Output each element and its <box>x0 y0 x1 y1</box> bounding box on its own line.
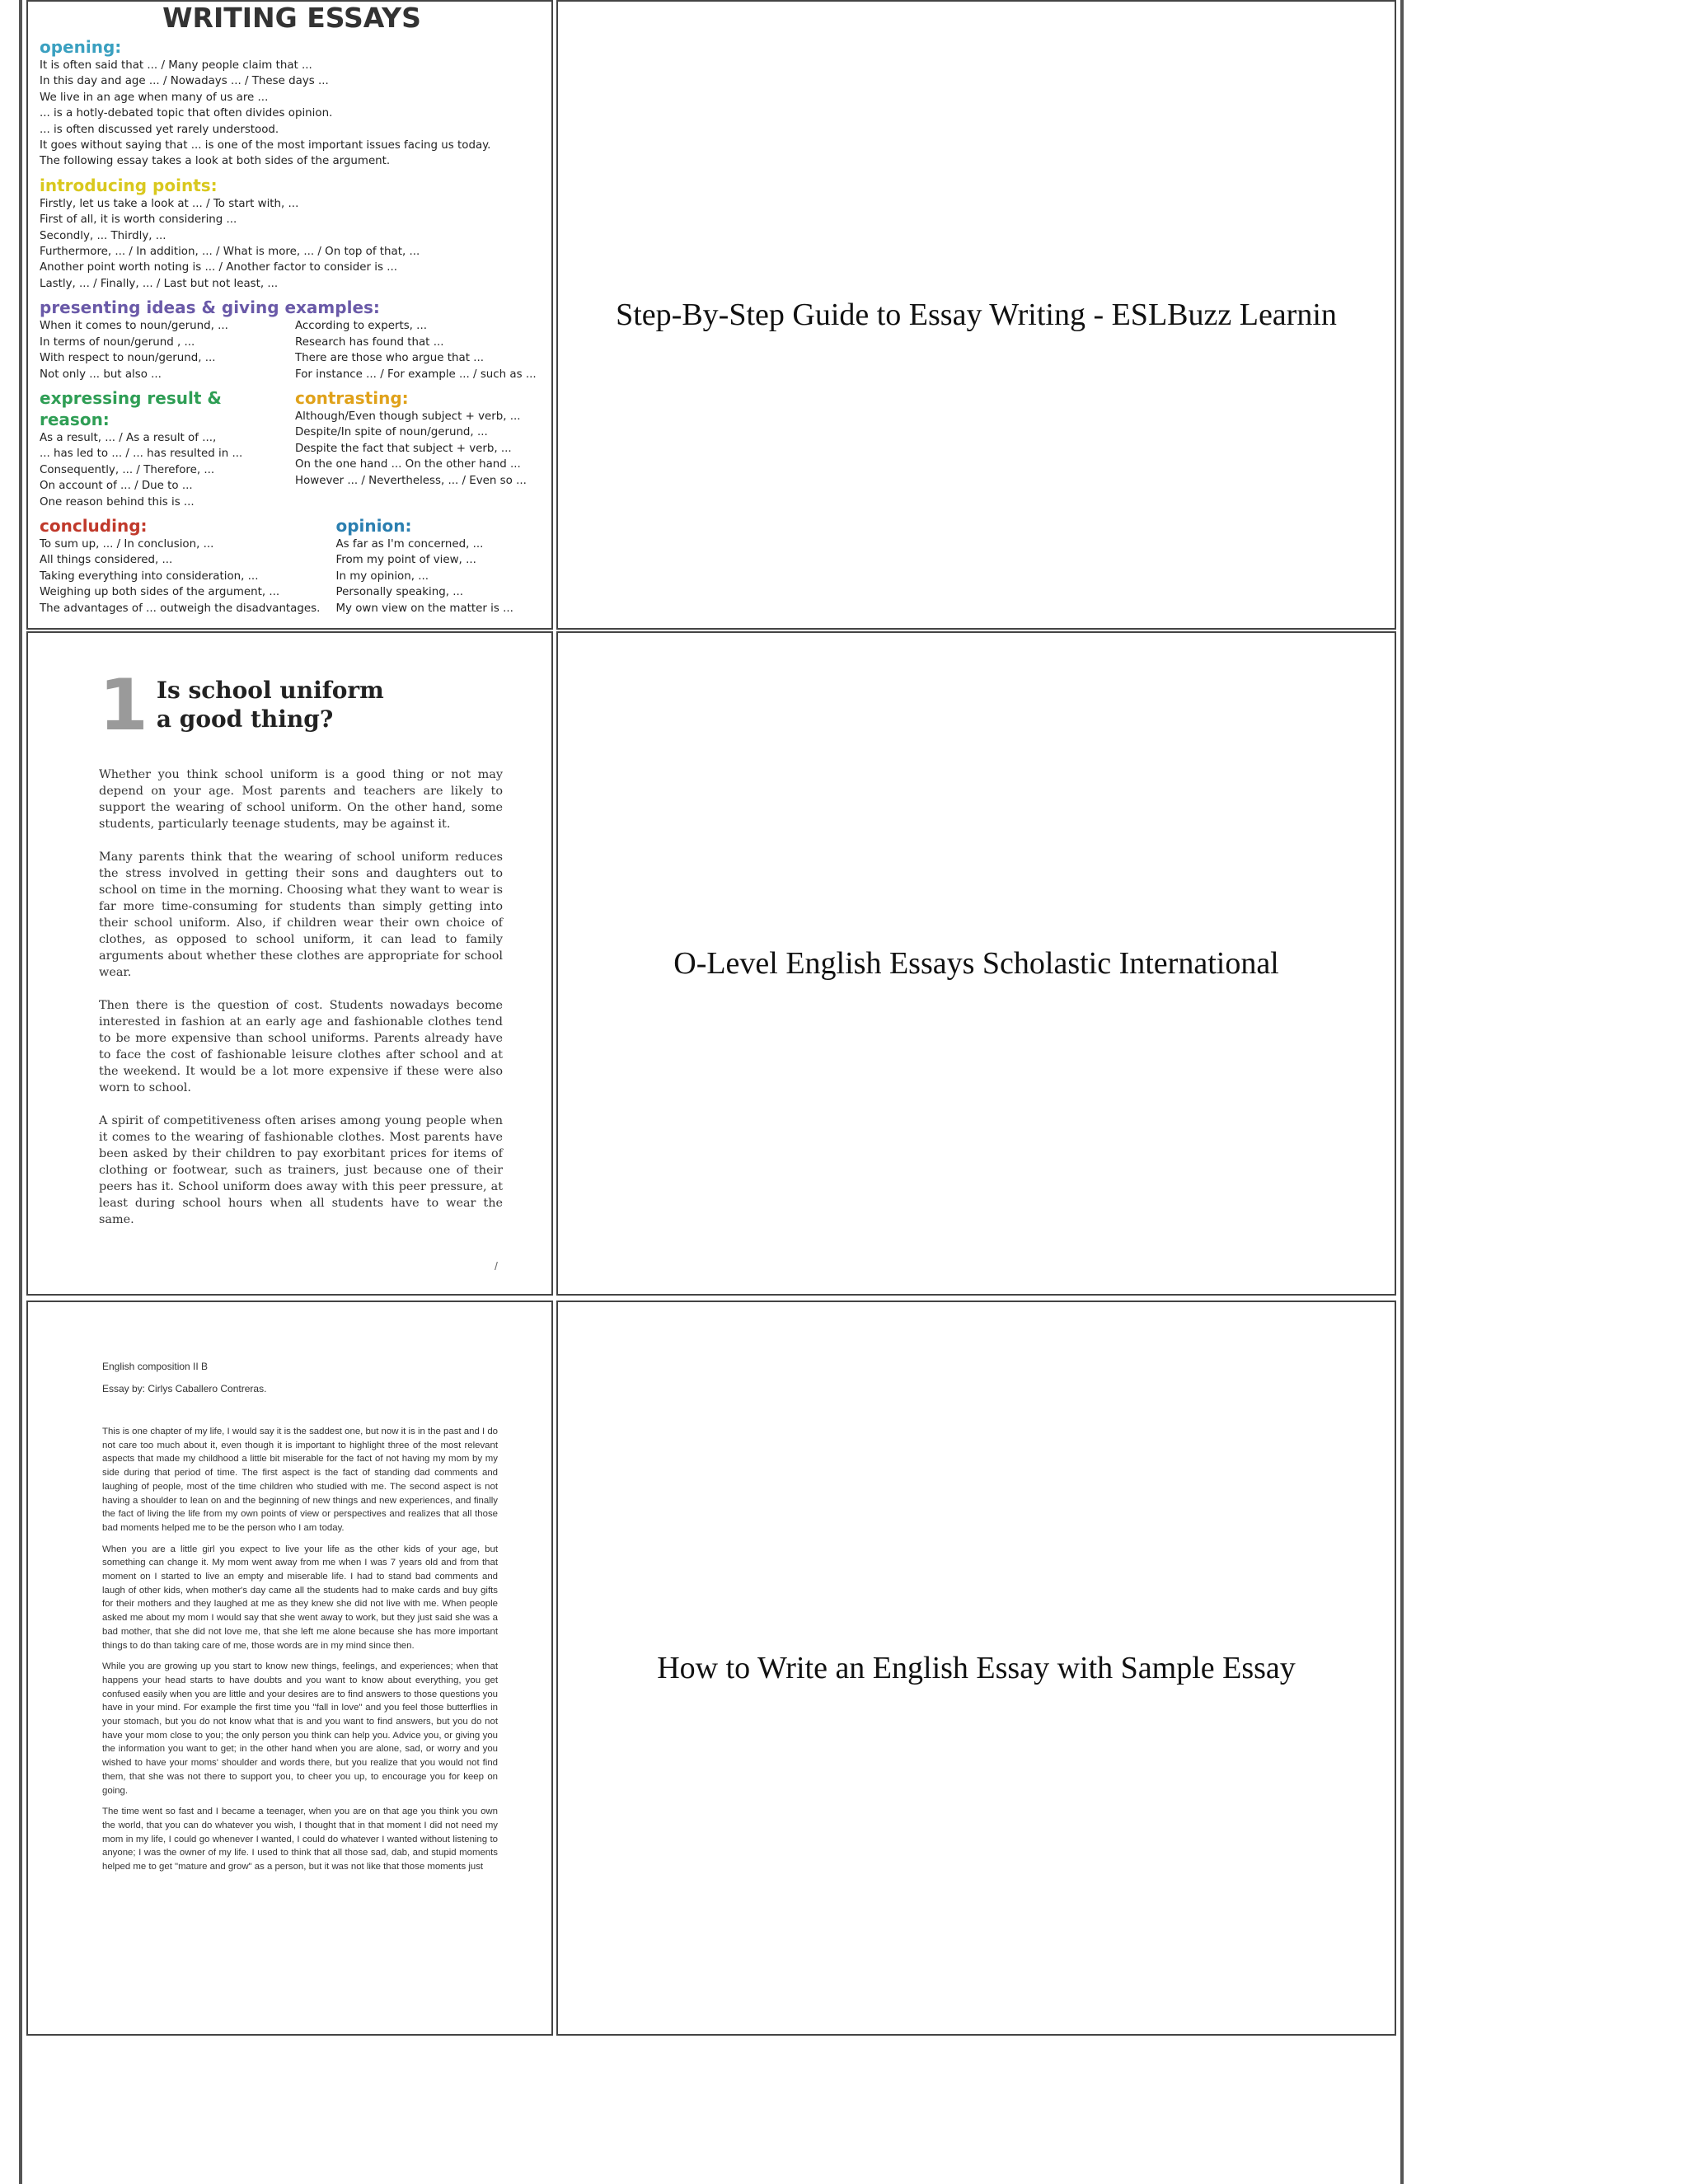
author-line: Essay by: Cirlys Caballero Contreras. <box>102 1383 267 1394</box>
contrasting-line: On the one hand ... On the other hand ... <box>295 458 521 471</box>
caption-cell-how-to-write[interactable] <box>556 1301 1396 2036</box>
thumbnail-composition-essay[interactable] <box>26 1301 553 2036</box>
presenting-line: In terms of noun/gerund , ... <box>40 335 195 349</box>
essay-body <box>99 766 503 1228</box>
essay-paragraph: While you are growing up you start to know new things, feelings, and experiences; when that happens your head starts to have doubts and you want to know about everything, you get confused easily when you are little and your desires are to find answers to those questions you have in your mind. For example the first time you "fall in love" and you feel those butterflies in your stomach, but you do not know what that is and you want to find answers, but you do not have your mom close to you; the only person you think can help you. Advice you, or giving you the information you want to get; in the other hand when you are alone, sad, or worry and you wished to have your moms' shoulder and words there, but you realize that you would not find them, that she was not there to support you, to cheer you up, to encourage you for keep on going. <box>102 1661 498 1796</box>
opinion-heading: opinion: <box>335 515 412 536</box>
presenting-columns <box>40 318 551 382</box>
presenting-line: According to experts, ... <box>295 320 427 333</box>
composition-page <box>102 1360 498 1882</box>
contrasting-line: Despite the fact that subject + verb, ... <box>295 442 512 455</box>
concluding-line: Taking everything into consideration, ... <box>40 569 259 583</box>
school-uniform-page <box>99 664 503 1244</box>
concluding-line: Weighing up both sides of the argument, ... <box>40 586 280 599</box>
introducing-line: Another point worth noting is ... / Another factor to consider is ... <box>40 261 397 274</box>
essay-paragraph: The time went so fast and I became a teenager, when you are on that age you think you own the world, that you can do whatever you wish, I thought that in that moment I did not need my mom in my life, I could go whenever I wanted, I could do whatever I wanted without listening to anyone; I was the owner of my life. I used to think that all those sad, dab, and stupid moments helped me to get "mature and grow" as a person, but it was not like that those moments just <box>102 1807 498 1872</box>
presenting-right <box>295 318 551 382</box>
opinion-line: Personally speaking, ... <box>335 586 463 599</box>
course-name: English composition II B <box>102 1361 209 1372</box>
caption-link[interactable]: Step-By-Step Guide to Essay Writing - ESLBuzz Learnin <box>616 298 1337 332</box>
introducing-list <box>40 196 551 292</box>
opinion-line: My own view on the matter is ... <box>335 602 513 615</box>
essay-paragraph: When you are a little girl you expect to live your life as the other kids of your age, but something can change it. My mom went away from me when I was 7 years old and from that moment on I started to live an empty and miserable life. I had to stand bad comments and laugh of other kids, when mother's day came all the students had to make cards and buy gifts for their mothers and they laughed at me as they knew she did not live with me. When people asked me about my mom I would say that she went away to work, but they just said she was a bad mother, that she did not love me, that she left me alone because she has more important things to do than taking care of me, those words are in my mind since then. <box>102 1544 498 1651</box>
concluding-line: All things considered, ... <box>40 554 173 567</box>
opinion-line: In my opinion, ... <box>335 569 429 583</box>
opening-list <box>40 58 551 170</box>
caption-cell-eslbuzz[interactable] <box>556 0 1396 630</box>
opening-line: The following essay takes a look at both sides of the argument. <box>40 155 391 168</box>
sheet-title: WRITING ESSAYS <box>162 2 421 34</box>
opening-line: It goes without saying that ... is one of the most important issues facing us today. <box>40 139 491 152</box>
caption-cell-olevel[interactable] <box>556 631 1396 1296</box>
essay-heading <box>99 664 503 747</box>
introducing-heading: introducing points: <box>40 175 218 195</box>
opening-line: We live in an age when many of us are ... <box>40 91 269 104</box>
essay-paragraph: Many parents think that the wearing of school uniform reduces the stress involved in getting their sons and daughters out to school on time in the morning. Choosing what they want to wear is far more time-consuming for students than simply getting into their school uniform. Also, if children wear their own choice of clothes, as opposed to school uniform, it can lead to family arguments about whether these clothes are appropriate for school wear. <box>99 851 503 979</box>
introducing-line: First of all, it is worth considering ... <box>40 213 237 227</box>
essay-paragraph: This is one chapter of my life, I would say it is the saddest one, but now it is in the past and I do not care too much about it, even though it is important to highlight three of the most relevant aspects that made my childhood a little bit miserable for the fact of not having my mom by my side during that period of time. The first aspect is the fact of standing dad comments and laughing of people, most of the time children who studied with me. The second aspect is not having a shoulder to lean on and the beginning of new things and new experiences, and finally the fact of living the life from my own points of view or perspectives and realizes that all those bad moments helped me to be the person who I am today. <box>102 1427 498 1533</box>
caption-link[interactable]: How to Write an English Essay with Sample Essay <box>657 1651 1296 1685</box>
contrast-column <box>295 382 551 510</box>
concluding-line: The advantages of ... outweigh the disadvantages. <box>40 602 321 615</box>
result-line: One reason behind this is ... <box>40 495 195 509</box>
presenting-line: When it comes to noun/gerund, ... <box>40 320 228 333</box>
writing-essays-sheet <box>40 2 551 616</box>
opinion-line: From my point of view, ... <box>335 554 476 567</box>
presenting-heading: presenting ideas & giving examples: <box>40 298 380 318</box>
essay-paragraph: Then there is the question of cost. Students nowadays become interested in fashion at an early age and fashionable clothes tend to be more expensive than school uniforms. Parents already have to face the cost of fashionable leisure clothes after school and at the weekend. It would be a lot more expensive if these were also worn to school. <box>99 999 503 1094</box>
result-column <box>40 382 295 510</box>
thumbnail-writing-essays[interactable] <box>26 0 553 630</box>
essay-number: 1 <box>99 664 148 747</box>
concluding-heading: concluding: <box>40 515 148 536</box>
opinion-line: As far as I'm concerned, ... <box>335 537 484 551</box>
presenting-line: Research has found that ... <box>295 335 444 349</box>
contrasting-line: Although/Even though subject + verb, ... <box>295 410 521 423</box>
opening-line: It is often said that ... / Many people claim that ... <box>40 59 312 72</box>
result-line: As a result, ... / As a result of ..., <box>40 431 217 444</box>
presenting-left <box>40 318 295 382</box>
essay-paragraph: A spirit of competitiveness often arises among young people when it comes to the wearing of fashionable clothes. Most parents have been asked by their children to pay exorbitant prices for items of clothing or footwear, such as trainers, just because one of their peers has it. School uniform does away with this peer pressure, at least during school hours when all students have to wear the same. <box>99 1114 503 1226</box>
page-mark: / <box>495 1259 498 1272</box>
thumbnail-school-uniform[interactable] <box>26 631 553 1296</box>
result-contrast-columns <box>40 382 551 510</box>
result-line: Consequently, ... / Therefore, ... <box>40 463 215 476</box>
opening-line: ... is often discussed yet rarely understood. <box>40 123 279 136</box>
presenting-line: With respect to noun/gerund, ... <box>40 352 216 365</box>
introducing-line: Furthermore, ... / In addition, ... / What is more, ... / On top of that, ... <box>40 246 420 259</box>
result-line: On account of ... / Due to ... <box>40 480 193 493</box>
contrasting-line: Despite/In spite of noun/gerund, ... <box>295 426 488 439</box>
essay-body <box>102 1425 498 1874</box>
caption-link[interactable]: O-Level English Essays Scholastic International <box>673 946 1279 981</box>
introducing-line: Lastly, ... / Finally, ... / Last but not least, ... <box>40 277 279 290</box>
opening-line: ... is a hotly-debated topic that often divides opinion. <box>40 107 333 120</box>
concluding-opinion-columns <box>40 510 551 616</box>
presenting-line: For instance ... / For example ... / such as ... <box>295 368 537 381</box>
opening-line: In this day and age ... / Nowadays ... / These days ... <box>40 75 329 88</box>
contrasting-line: However ... / Nevertheless, ... / Even so ... <box>295 474 527 487</box>
contrasting-heading: contrasting: <box>295 387 409 408</box>
introducing-line: Secondly, ... Thirdly, ... <box>40 229 166 242</box>
result-heading: expressing result & reason: <box>40 387 222 429</box>
presenting-line: There are those who argue that ... <box>295 352 484 365</box>
opinion-column <box>336 510 551 616</box>
result-line: ... has led to ... / ... has resulted in ... <box>40 448 243 461</box>
essay-title: Is school uniform a good thing? <box>156 677 384 733</box>
essay-paragraph: Whether you think school uniform is a good thing or not may depend on your age. Most parents and teachers are likely to support the wearing of school uniform. On the other hand, some students, particularly teenage students, may be against it. <box>99 768 503 831</box>
introducing-line: Firstly, let us take a look at ... / To start with, ... <box>40 197 299 210</box>
concluding-line: To sum up, ... / In conclusion, ... <box>40 537 214 551</box>
opening-heading: opening: <box>40 37 122 57</box>
presenting-line: Not only ... but also ... <box>40 368 162 381</box>
concluding-column <box>40 510 336 616</box>
